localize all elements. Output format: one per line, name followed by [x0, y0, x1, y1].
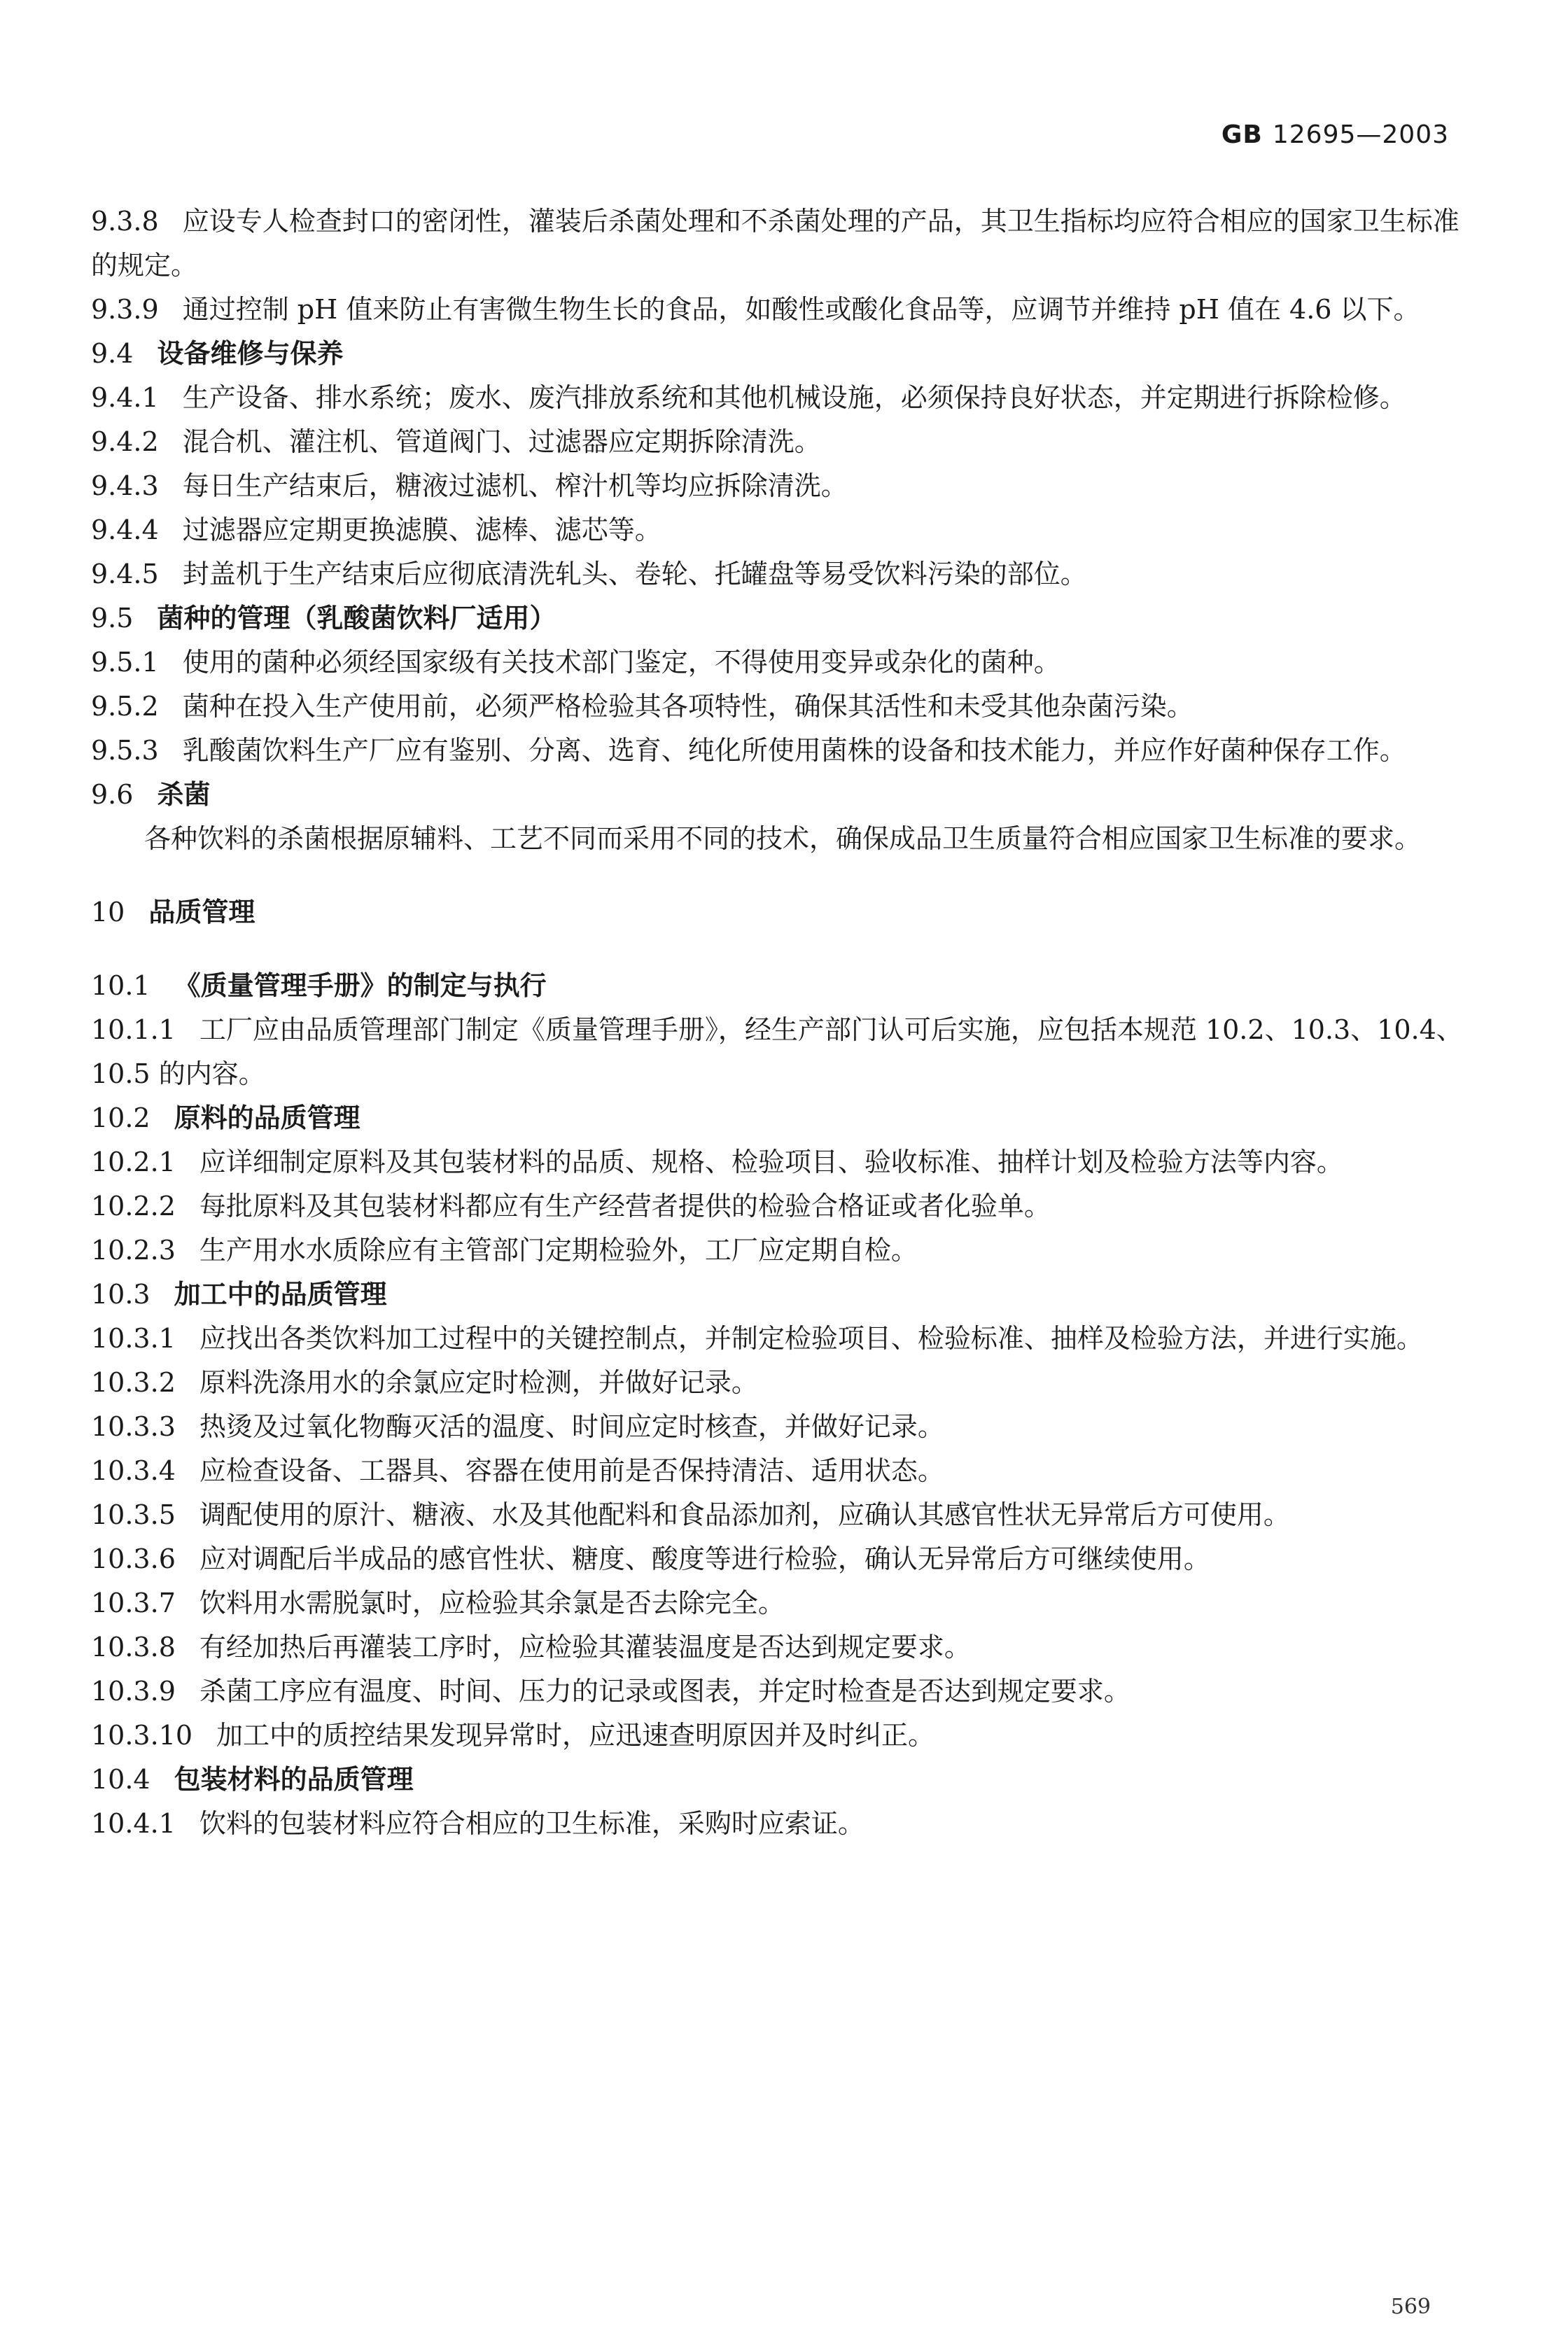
clause-text: 杀菌 [157, 779, 211, 810]
clause-text: 设备维修与保养 [157, 338, 344, 369]
clause-number: 9.3.9 [91, 294, 159, 325]
clause-10-3-7 [91, 1581, 1474, 1625]
clause-text: 工厂应由品质管理部门制定《质量管理手册》，经生产部门认可后实施，应包括本规范 10.2、10.3、10.4、10.5 的内容。 [91, 1014, 1463, 1089]
clause-9-4-4 [91, 508, 1474, 552]
clause-9-3-8 [91, 200, 1474, 288]
clause-text: 应设专人检查封口的密闭性，灌装后杀菌处理和不杀菌处理的产品，其卫生指标均应符合相应的国家卫生标准的规定。 [91, 206, 1460, 281]
clause-text: 加工中的品质管理 [174, 1279, 387, 1310]
clause-number: 9.5.3 [91, 735, 159, 766]
clause-text: 混合机、灌注机、管道阀门、过滤器应定期拆除清洗。 [182, 426, 821, 457]
standard-code: GB 12695—2003 [1221, 120, 1449, 149]
clause-number: 9.4.1 [91, 382, 159, 413]
section-heading-10-1 [91, 964, 1474, 1008]
clause-9-4-5 [91, 552, 1474, 596]
clause-number: 9.6 [91, 779, 134, 810]
clause-9-3-9 [91, 288, 1474, 332]
clause-9-5-2 [91, 685, 1474, 729]
clause-number: 10.3.8 [91, 1632, 176, 1662]
clause-text: 原料的品质管理 [174, 1102, 360, 1133]
clause-text: 通过控制 pH 值来防止有害微生物生长的食品，如酸性或酸化食品等，应调节并维持 pH 值在 4.6 以下。 [182, 294, 1420, 325]
clause-number: 9.5.1 [91, 647, 159, 678]
clause-text: 每批原料及其包装材料都应有生产经营者提供的检验合格证或者化验单。 [199, 1191, 1051, 1222]
clause-10-3-1 [91, 1317, 1474, 1361]
clause-text: 应找出各类饮料加工过程中的关键控制点，并制定检验项目、检验标准、抽样及检验方法，并进行实施。 [199, 1323, 1423, 1354]
clause-10-3-4 [91, 1449, 1474, 1493]
clause-number: 10.3.1 [91, 1323, 176, 1354]
page-number: 569 [1390, 2295, 1431, 2319]
clause-text: 使用的菌种必须经国家级有关技术部门鉴定，不得使用变异或杂化的菌种。 [182, 647, 1060, 678]
clause-text: 包装材料的品质管理 [174, 1764, 414, 1795]
clause-10-3-5 [91, 1493, 1474, 1537]
clause-text: 封盖机于生产结束后应彻底清洗轧头、卷轮、托罐盘等易受饮料污染的部位。 [182, 559, 1087, 589]
clause-number: 10.4.1 [91, 1808, 176, 1839]
chapter-heading-10 [91, 890, 1474, 934]
clause-number: 10.3.5 [91, 1499, 176, 1530]
clause-text: 过滤器应定期更换滤膜、滤棒、滤芯等。 [182, 514, 662, 545]
clause-number: 10.2.2 [91, 1191, 176, 1222]
clause-10-3-2 [91, 1361, 1474, 1405]
clause-10-3-8 [91, 1625, 1474, 1670]
section-heading-10-4 [91, 1758, 1474, 1802]
clause-9-4-3 [91, 464, 1474, 508]
clause-number: 10.1.1 [91, 1014, 176, 1045]
clause-number: 10.2 [91, 1102, 150, 1133]
clause-10-4-1 [91, 1802, 1474, 1846]
clause-text: 杀菌工序应有温度、时间、压力的记录或图表，并定时检查是否达到规定要求。 [199, 1676, 1130, 1707]
section-heading-9-5 [91, 596, 1474, 640]
section-heading-9-4 [91, 332, 1474, 376]
clause-number: 10.3.10 [91, 1720, 193, 1751]
clause-text: 各种饮料的杀菌根据原辅料、工艺不同而采用不同的技术，确保成品卫生质量符合相应国家卫生标准的要求。 [144, 823, 1422, 854]
clause-number: 10.3.6 [91, 1544, 176, 1574]
clause-10-3-6 [91, 1537, 1474, 1581]
section-heading-9-6 [91, 773, 1474, 817]
clause-text: 生产用水水质除应有主管部门定期检验外，工厂应定期自检。 [199, 1235, 918, 1266]
clause-number: 9.4.3 [91, 470, 159, 501]
clause-number: 10.2.1 [91, 1147, 176, 1177]
clause-9-5-3 [91, 729, 1474, 773]
clause-number: 10.3.4 [91, 1455, 176, 1486]
clause-text: 每日生产结束后，糖液过滤机、榨汁机等均应拆除清洗。 [182, 470, 848, 501]
clause-number: 10.4 [91, 1764, 150, 1795]
clause-text: 饮料用水需脱氯时，应检验其余氯是否去除完全。 [199, 1588, 785, 1618]
clause-number: 10.3 [91, 1279, 150, 1310]
clause-text: 加工中的质控结果发现异常时，应迅速查明原因并及时纠正。 [216, 1720, 935, 1751]
clause-text: 菌种在投入生产使用前，必须严格检验其各项特性，确保其活性和未受其他杂菌污染。 [182, 691, 1194, 722]
clause-9-4-1 [91, 376, 1474, 420]
clause-9-5-1 [91, 640, 1474, 685]
clause-number: 9.5.2 [91, 691, 159, 722]
clause-10-2-1 [91, 1140, 1474, 1184]
clause-text: 原料洗涤用水的余氯应定时检测，并做好记录。 [199, 1367, 758, 1398]
clause-text: 《质量管理手册》的制定与执行 [174, 970, 547, 1001]
clause-text: 调配使用的原汁、糖液、水及其他配料和食品添加剂，应确认其感官性状无异常后方可使用。 [199, 1499, 1290, 1530]
clause-10-1-1 [91, 1008, 1474, 1096]
clause-number: 9.4.5 [91, 559, 159, 589]
clause-number: 10.3.7 [91, 1588, 176, 1618]
clause-text: 品质管理 [148, 897, 255, 927]
clause-text: 应详细制定原料及其包装材料的品质、规格、检验项目、验收标准、抽样计划及检验方法等内容。 [199, 1147, 1343, 1177]
clause-number: 10.1 [91, 970, 150, 1001]
clause-number: 10.3.2 [91, 1367, 176, 1398]
clause-number: 9.3.8 [91, 206, 159, 237]
clause-text: 乳酸菌饮料生产厂应有鉴别、分离、选育、纯化所使用菌株的设备和技术能力，并应作好菌种保存工作。 [182, 735, 1406, 766]
document-body [91, 200, 1474, 1846]
clause-text: 有经加热后再灌装工序时，应检验其灌装温度是否达到规定要求。 [199, 1632, 971, 1662]
paragraph-9-6 [91, 817, 1474, 861]
clause-9-4-2 [91, 420, 1474, 464]
clause-number: 10.2.3 [91, 1235, 176, 1266]
clause-text: 饮料的包装材料应符合相应的卫生标准，采购时应索证。 [199, 1808, 864, 1839]
clause-number: 9.4 [91, 338, 134, 369]
clause-10-2-2 [91, 1184, 1474, 1228]
clause-number: 10 [91, 897, 125, 927]
clause-text: 应对调配后半成品的感官性状、糖度、酸度等进行检验，确认无异常后方可继续使用。 [199, 1544, 1210, 1574]
clause-number: 9.5 [91, 603, 134, 634]
clause-10-3-3 [91, 1405, 1474, 1449]
clause-number: 10.3.9 [91, 1676, 176, 1707]
clause-10-3-9 [91, 1670, 1474, 1714]
clause-text: 应检查设备、工器具、容器在使用前是否保持清洁、适用状态。 [199, 1455, 944, 1486]
clause-text: 菌种的管理（乳酸菌饮料厂适用） [157, 603, 556, 634]
clause-10-2-3 [91, 1228, 1474, 1273]
clause-number: 10.3.3 [91, 1411, 176, 1442]
clause-text: 生产设备、排水系统；废水、废汽排放系统和其他机械设施，必须保持良好状态，并定期进行拆除检修。 [182, 382, 1406, 413]
clause-10-3-10 [91, 1714, 1474, 1758]
clause-text: 热烫及过氧化物酶灭活的温度、时间应定时核查，并做好记录。 [199, 1411, 944, 1442]
section-heading-10-3 [91, 1273, 1474, 1317]
section-heading-10-2 [91, 1096, 1474, 1140]
clause-number: 9.4.2 [91, 426, 159, 457]
clause-number: 9.4.4 [91, 514, 159, 545]
